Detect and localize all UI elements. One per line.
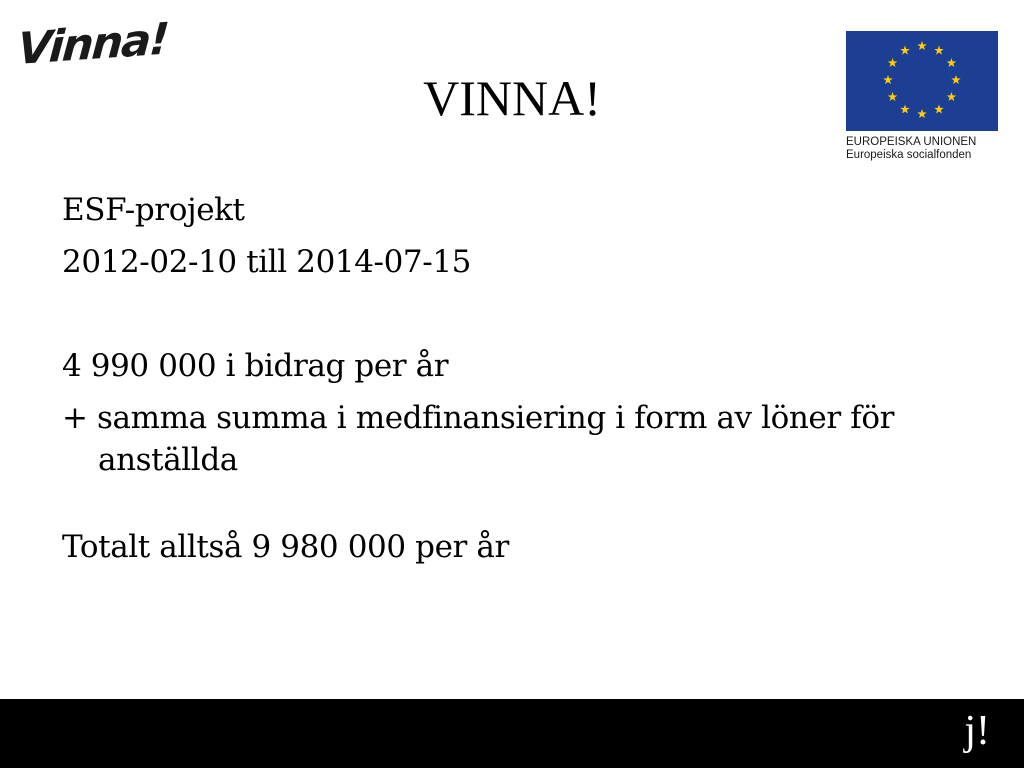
slide-title: VINNA!: [423, 70, 601, 126]
body-line-dates: 2012-02-10 till 2014-07-15: [62, 244, 471, 280]
body-spacer: [62, 288, 942, 340]
eu-label-line1: EUROPEISKA UNIONEN: [846, 136, 977, 148]
body-line-project: ESF-projekt: [62, 192, 245, 228]
footer-j-logo: j!: [964, 708, 990, 754]
eu-label-line2: Europeiska socialfonden: [846, 149, 972, 161]
eu-logo: [846, 31, 998, 162]
slide-body: [62, 184, 942, 573]
footer-bar: [0, 699, 1024, 768]
body-line-cofinancing: + samma summa i medfinansiering i form av löner för anställda: [62, 400, 895, 478]
body-line-total: Totalt alltså 9 980 000 per år: [62, 529, 509, 565]
eu-flag-icon: [846, 31, 998, 131]
body-line-grant: 4 990 000 i bidrag per år: [62, 348, 449, 384]
vinna-logo-text: Vinna!: [15, 13, 170, 75]
